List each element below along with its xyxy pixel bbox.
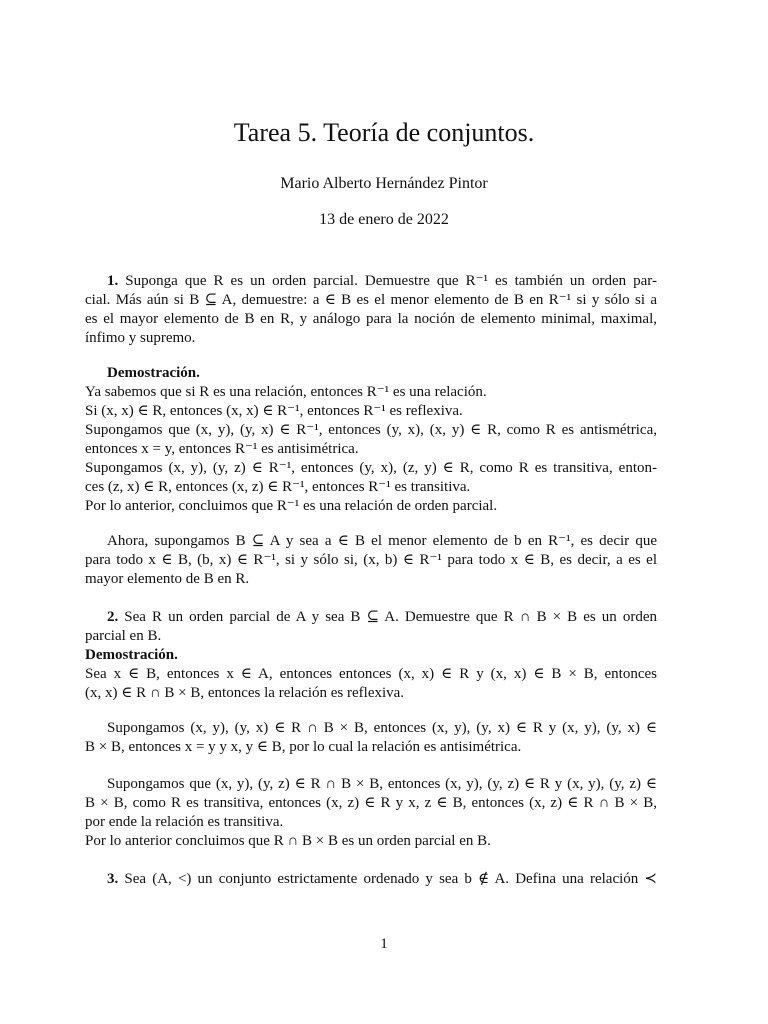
- proof-1-line: ces (z, x) ∈ R, entonces (x, z) ∈ R⁻¹, entonces R⁻¹ es transitiva.: [85, 479, 471, 495]
- proof-2-line: Por lo anterior concluimos que R ∩ B × B es un orden parcial en B.: [85, 833, 491, 849]
- document-title: Tarea 5. Teoría de conjuntos.: [233, 118, 535, 147]
- problem-2-line: parcial en B.: [85, 628, 162, 644]
- problem-number: 3.: [107, 871, 119, 887]
- proof-2-paragraph-3: [85, 775, 657, 851]
- proof-2-line: Supongamos (x, y), (y, x) ∈ R ∩ B × B, entonces (x, y), (y, x) ∈ R y (x, y), (y, x) ∈: [107, 720, 657, 736]
- author-name: Mario Alberto Hernández Pintor: [280, 175, 488, 192]
- document-date: 13 de enero de 2022: [319, 211, 449, 228]
- proof-2-line: B × B, como R es transitiva, entonces (x, z) ∈ R y x, z ∈ B, entonces (x, z) ∈ R ∩ B × B,: [85, 795, 657, 811]
- proof-2-line: B × B, entonces x = y y x, y ∈ B, por lo cual la relación es antisimétrica.: [85, 739, 522, 755]
- problem-2-line: 2. Sea R un orden parcial de A y sea B ⊆ A. Demuestre que R ∩ B × B es un orden: [107, 609, 657, 625]
- proof-heading: Demostración.: [85, 647, 178, 663]
- proof-1-line: mayor elemento de B en R.: [85, 571, 250, 587]
- proof-1-line: Supongamos que (x, y), (y, x) ∈ R⁻¹, entonces (y, x), (x, y) ∈ R, como R es antismétrica,: [85, 422, 657, 438]
- proof-1-line: Si (x, x) ∈ R, entonces (x, x) ∈ R⁻¹, entonces R⁻¹ es reflexiva.: [85, 403, 463, 419]
- problem-3: [85, 870, 657, 889]
- page-number: 1: [380, 936, 388, 952]
- proof-2-paragraph-2: [85, 719, 657, 757]
- problem-1-line: es el mayor elemento de B en R, y análogo para la noción de elemento minimal, maximal,: [85, 311, 657, 327]
- problem-1-line: cial. Más aún si B ⊆ A, demuestre: a ∈ B es el menor elemento de B en R⁻¹ si y sólo si a: [85, 292, 657, 308]
- proof-1-line: Ahora, supongamos B ⊆ A y sea a ∈ B el menor elemento de b en R⁻¹, es decir que: [107, 533, 657, 549]
- proof-1-line: para todo x ∈ B, (b, x) ∈ R⁻¹, si y sólo si, (x, b) ∈ R⁻¹ para todo x ∈ B, es decir, a es el: [85, 552, 657, 568]
- problem-2: [85, 608, 657, 703]
- problem-1-line: ínfimo y supremo.: [85, 330, 196, 346]
- proof-1: [85, 364, 657, 516]
- proof-1-paragraph-2: [85, 532, 657, 589]
- problem-1-line: 1. Suponga que R es un orden parcial. Demuestre que R⁻¹ es también un orden par-: [107, 273, 657, 289]
- proof-2-line: Supongamos que (x, y), (y, z) ∈ R ∩ B × B, entonces (x, y), (y, z) ∈ R y (x, y), (y, z) ∈: [107, 776, 657, 792]
- proof-1-line: entonces x = y, entonces R⁻¹ es antisimétrica.: [85, 441, 359, 457]
- proof-1-line: Supongamos (x, y), (y, z) ∈ R⁻¹, entonces (y, x), (z, y) ∈ R, como R es transitiva, enton-: [85, 460, 657, 476]
- problem-number: 1.: [107, 273, 119, 289]
- proof-2-line: Sea x ∈ B, entonces x ∈ A, entonces entonces (x, x) ∈ R y (x, x) ∈ B × B, entonces: [85, 666, 657, 682]
- proof-2-line: por ende la relación es transitiva.: [85, 814, 284, 830]
- proof-heading: Demostración.: [107, 365, 200, 381]
- problem-1: [85, 272, 657, 348]
- proof-1-line: Ya sabemos que si R es una relación, entonces R⁻¹ es una relación.: [85, 384, 487, 400]
- problem-number: 2.: [107, 609, 119, 625]
- proof-2-line: (x, x) ∈ R ∩ B × B, entonces la relación es reflexiva.: [85, 685, 405, 701]
- proof-1-line: Por lo anterior, concluimos que R⁻¹ es una relación de orden parcial.: [85, 498, 498, 514]
- problem-3-line: 3. Sea (A, <) un conjunto estrictamente ordenado y sea b ∉ A. Defina una relación ≺: [107, 871, 657, 887]
